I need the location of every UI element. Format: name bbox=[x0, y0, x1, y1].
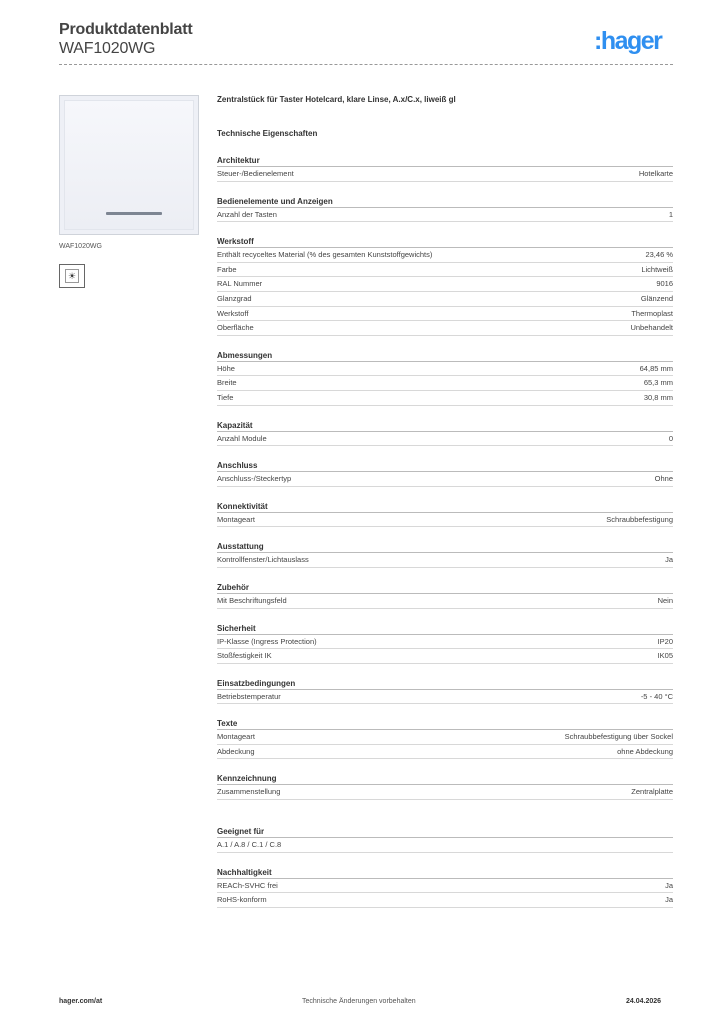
spec-value: Lichtweiß bbox=[641, 264, 673, 274]
spec-section bbox=[217, 501, 673, 528]
spec-row bbox=[217, 879, 673, 894]
header-divider bbox=[59, 64, 673, 65]
section-title: Kennzeichnung bbox=[217, 773, 673, 785]
spec-label: Farbe bbox=[217, 264, 237, 274]
spec-value: 64,85 mm bbox=[639, 363, 673, 373]
spec-section bbox=[217, 773, 673, 800]
spec-row bbox=[217, 649, 673, 664]
spec-value: Unbehandelt bbox=[630, 323, 673, 333]
spec-section bbox=[217, 718, 673, 759]
hager-logo: :hager bbox=[594, 27, 662, 55]
spec-label: Werkstoff bbox=[217, 308, 249, 318]
spec-label: Mit Beschriftungsfeld bbox=[217, 595, 287, 605]
spec-section bbox=[217, 420, 673, 447]
spec-label: Breite bbox=[217, 378, 237, 388]
spec-sections bbox=[217, 155, 673, 908]
spec-section bbox=[217, 678, 673, 705]
spec-label: Zusammenstellung bbox=[217, 787, 281, 797]
spec-label: Montageart bbox=[217, 514, 255, 524]
spec-label: IP-Klasse (Ingress Protection) bbox=[217, 636, 317, 646]
section-title: Geeignet für bbox=[217, 826, 673, 838]
spec-value: 65,3 mm bbox=[643, 378, 673, 388]
spec-row bbox=[217, 432, 673, 447]
page-header bbox=[59, 21, 193, 58]
footer-date: 24.04.2026 bbox=[626, 998, 662, 1005]
spec-label: RoHS-konform bbox=[217, 895, 267, 905]
spec-label: Höhe bbox=[217, 363, 235, 373]
spec-label: Stoßfestigkeit IK bbox=[217, 651, 272, 661]
section-title: Kapazität bbox=[217, 420, 673, 432]
spec-content bbox=[217, 95, 673, 908]
spec-row bbox=[217, 277, 673, 292]
spec-value: Schraubbefestigung über Sockel bbox=[564, 732, 673, 742]
product-image bbox=[59, 95, 199, 235]
spec-label: A.1 / A.8 / C.1 / C.8 bbox=[217, 840, 282, 850]
tech-properties-title: Technische Eigenschaften bbox=[217, 129, 318, 138]
spec-value: Hotelkarte bbox=[638, 169, 673, 178]
product-name: Zentralstück für Taster Hotelcard, klare Linse, A.x/C.x, liweiß gl bbox=[217, 95, 456, 104]
page-title: Produktdatenblatt bbox=[59, 21, 193, 38]
spec-section bbox=[217, 196, 673, 223]
spec-section bbox=[217, 867, 673, 908]
section-title: Ausstattung bbox=[217, 541, 673, 553]
spec-section bbox=[217, 826, 673, 853]
spec-section bbox=[217, 460, 673, 487]
footer-website: hager.com/at bbox=[59, 998, 103, 1005]
spec-row bbox=[217, 690, 673, 705]
spec-row bbox=[217, 208, 673, 223]
spec-label: Montageart bbox=[217, 732, 255, 742]
product-code: WAF1020WG bbox=[59, 40, 156, 57]
product-plate bbox=[64, 100, 194, 230]
spec-label: Anzahl Module bbox=[217, 433, 267, 443]
spec-section bbox=[217, 236, 673, 336]
spec-value: Zentralplatte bbox=[631, 787, 673, 797]
spec-row bbox=[217, 472, 673, 487]
spec-row bbox=[217, 785, 673, 800]
spec-label: Abdeckung bbox=[217, 746, 255, 756]
spec-value: Ja bbox=[665, 880, 673, 890]
spec-row bbox=[217, 635, 673, 650]
spec-section bbox=[217, 623, 673, 664]
plate-lens bbox=[106, 212, 162, 215]
section-title: Architektur bbox=[217, 155, 673, 167]
spec-label: REACh-SVHC frei bbox=[217, 880, 278, 890]
spec-label: Tiefe bbox=[217, 392, 234, 402]
spec-row bbox=[217, 292, 673, 307]
spec-row bbox=[217, 263, 673, 278]
spec-label: Kontrollfenster/Lichtauslass bbox=[217, 555, 309, 565]
spec-row bbox=[217, 376, 673, 391]
section-title: Anschluss bbox=[217, 460, 673, 472]
spec-value: 0 bbox=[668, 433, 673, 443]
spec-value: IK05 bbox=[657, 651, 673, 661]
section-title: Zubehör bbox=[217, 582, 673, 594]
spec-value: 23,46 % bbox=[645, 250, 673, 260]
spec-label: Oberfläche bbox=[217, 323, 254, 333]
spec-value: Nein bbox=[657, 595, 673, 605]
spec-row bbox=[217, 838, 673, 853]
section-title: Abmessungen bbox=[217, 350, 673, 362]
spec-row bbox=[217, 391, 673, 406]
spec-value: Ohne bbox=[654, 474, 673, 484]
spec-row bbox=[217, 362, 673, 377]
spec-value: Thermoplast bbox=[631, 308, 673, 318]
spec-value: 9016 bbox=[656, 279, 673, 289]
spec-row bbox=[217, 307, 673, 322]
spec-section bbox=[217, 350, 673, 406]
spec-section bbox=[217, 582, 673, 609]
spec-row bbox=[217, 594, 673, 609]
spec-section bbox=[217, 155, 673, 182]
spec-row bbox=[217, 553, 673, 568]
light-bulb-icon bbox=[59, 264, 85, 288]
spec-label: Anzahl der Tasten bbox=[217, 209, 277, 219]
spec-label: Betriebstemperatur bbox=[217, 691, 281, 701]
section-title: Sicherheit bbox=[217, 623, 673, 635]
section-title: Nachhaltigkeit bbox=[217, 867, 673, 879]
spec-value: IP20 bbox=[657, 636, 673, 646]
spec-label: Anschluss-/Steckertyp bbox=[217, 474, 292, 484]
section-title: Werkstoff bbox=[217, 236, 673, 248]
spec-value: -5 - 40 °C bbox=[640, 691, 673, 701]
spec-value: Schraubbefestigung bbox=[606, 514, 673, 524]
section-title: Bedienelemente und Anzeigen bbox=[217, 196, 673, 208]
spec-row bbox=[217, 730, 673, 745]
light-bulb-glyph: ☀ bbox=[65, 269, 79, 283]
spec-value: Ja bbox=[665, 555, 673, 565]
spec-label: Glanzgrad bbox=[217, 293, 252, 303]
spec-row bbox=[217, 513, 673, 528]
spec-row bbox=[217, 248, 673, 263]
section-title: Einsatzbedingungen bbox=[217, 678, 673, 690]
spec-label: Steuer-/Bedienelement bbox=[217, 169, 294, 178]
spec-row bbox=[217, 167, 673, 182]
spec-label: Enthält recyceltes Material (% des gesamten Kunststoffgewichts) bbox=[217, 250, 433, 260]
spec-value: 1 bbox=[668, 209, 673, 219]
spec-value: Glänzend bbox=[640, 293, 673, 303]
image-caption: WAF1020WG bbox=[59, 243, 102, 250]
spec-value: Ja bbox=[665, 895, 673, 905]
spec-value: 30,8 mm bbox=[643, 392, 673, 402]
spec-row bbox=[217, 893, 673, 908]
section-title: Texte bbox=[217, 718, 673, 730]
spec-row bbox=[217, 321, 673, 336]
section-title: Konnektivität bbox=[217, 501, 673, 513]
spec-label: RAL Nummer bbox=[217, 279, 263, 289]
spec-section bbox=[217, 541, 673, 568]
spec-value: ohne Abdeckung bbox=[617, 746, 673, 756]
footer-note: Technische Änderungen vorbehalten bbox=[302, 998, 416, 1005]
spec-row bbox=[217, 745, 673, 760]
